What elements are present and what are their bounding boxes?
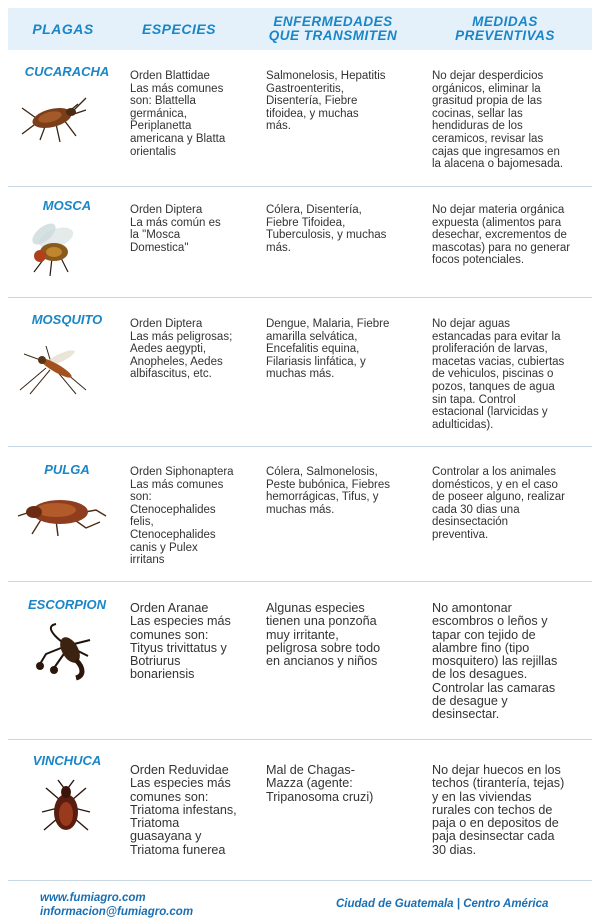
- medidas-text: No dejar desperdicios orgánicos, eliminar la grasitud propia de las cocinas, sellar las hendiduras de los ceramicos, revisar las cajas que ingresamos en la alacena o bajomesada.: [432, 70, 564, 171]
- especies-text: Orden Aranae Las especies más comunes son: Tityus trivittatus y Botriurus bonariensis: [130, 601, 231, 682]
- mosquito-icon: [16, 340, 90, 401]
- table-row: [8, 58, 592, 184]
- especies-text: Orden Diptera Las más peligrosas; Aedes aegypti, Anopheles, Aedes albifascitus, etc.: [130, 318, 233, 381]
- pest-name: MOSQUITO: [31, 312, 103, 327]
- footer-divider: [8, 880, 592, 881]
- row-divider: [8, 739, 592, 740]
- website-link[interactable]: www.fumiagro.com: [40, 892, 146, 904]
- medidas-text: No amontonar escombros o leños y tapar con tejido de alambre fino (tipo mosquitero) las rejillas de los desagues. Controlar las camaras de desague y desinsectar.: [432, 601, 558, 722]
- table-row: [8, 588, 592, 736]
- table-row: [8, 190, 592, 294]
- header-plagas: PLAGAS: [32, 21, 94, 37]
- row-divider: [8, 446, 592, 447]
- pest-name: VINCHUCA: [32, 753, 102, 768]
- enfermedades-text: Algunas especies tienen una ponzoña muy irritante, peligrosa sobre todo en ancianos y niños: [266, 601, 381, 669]
- enfermedades-text: Mal de Chagas- Mazza (agente: Tripanosoma cruzi): [266, 763, 374, 804]
- pest-name: ESCORPION: [27, 597, 106, 612]
- pest-name: PULGA: [44, 462, 90, 477]
- enfermedades-text: Cólera, Salmonelosis, Peste bubónica, Fiebres hemorrágicas, Tifus, y muchas más.: [266, 466, 391, 516]
- table-header: [8, 8, 592, 50]
- table-row: [8, 452, 592, 574]
- medidas-text: Controlar a los animales domésticos, y en el caso de poseer alguno, realizar cada 30 dias una desinsectación preventiva.: [432, 466, 565, 541]
- row-divider: [8, 186, 592, 187]
- table-row: [8, 302, 592, 442]
- header-especies: ESPECIES: [141, 21, 217, 37]
- especies-text: Orden Siphonaptera Las más comunes son: Ctenocephalides felis, Ctenocephalides canis y Pulex irritans: [130, 466, 234, 567]
- enfermedades-text: Dengue, Malaria, Fiebre amarilla selvática, Encefalitis equina, Filariasis linfática, y muchas más.: [266, 318, 390, 381]
- kissing-bug-icon: [36, 778, 96, 845]
- medidas-text: No dejar huecos en los techos (tirantería, tejas) y en las viviendas rurales con techos de paja o en depositos de paja desinsectar cada 30 dias.: [432, 763, 565, 857]
- medidas-text: No dejar materia orgánica expuesta (alimentos para desechar, excrementos de mascotas) para no generar focos potenciales.: [432, 204, 571, 267]
- row-divider: [8, 297, 592, 298]
- table-row: [8, 744, 592, 874]
- footer-contact: [40, 891, 193, 919]
- enfermedades-text: Salmonelosis, Hepatitis Gastroenteritis, Disentería, Fiebre tifoidea, y muchas más.: [266, 70, 386, 133]
- especies-text: Orden Blattidae Las más comunes son: Blattella germánica, Periplanetta americana y Blatta orientalis: [130, 70, 226, 158]
- scorpion-icon: [32, 620, 96, 687]
- especies-text: Orden Diptera La más común es la "Mosca Domestica": [130, 204, 221, 254]
- footer-location: Ciudad de Guatemala | Centro América: [336, 898, 549, 910]
- pest-name: MOSCA: [42, 198, 92, 213]
- header-enfermedades: ENFERMEDADES QUE TRANSMITEN: [268, 14, 398, 43]
- pest-name: CUCARACHA: [24, 64, 110, 79]
- fly-icon: [16, 220, 88, 285]
- cockroach-icon: [16, 90, 88, 151]
- row-divider: [8, 581, 592, 582]
- medidas-text: No dejar aguas estancadas para evitar la proliferación de larvas, macetas vacias, cubiertas de vehiculos, piscinas o pozos, tanques de agua sin tapa. Control estacional (larvicidas y adulticidas).: [432, 318, 565, 431]
- email-link[interactable]: informacion@fumiagro.com: [40, 906, 194, 918]
- flea-icon: [12, 488, 108, 543]
- enfermedades-text: Cólera, Disentería, Fiebre Tifoidea, Tuberculosis, y muchas más.: [266, 204, 387, 254]
- header-medidas: MEDIDAS PREVENTIVAS: [455, 14, 555, 43]
- especies-text: Orden Reduvidae Las especies más comunes son: Triatoma infestans, Triatoma guasayana y Triatoma funerea: [130, 763, 237, 857]
